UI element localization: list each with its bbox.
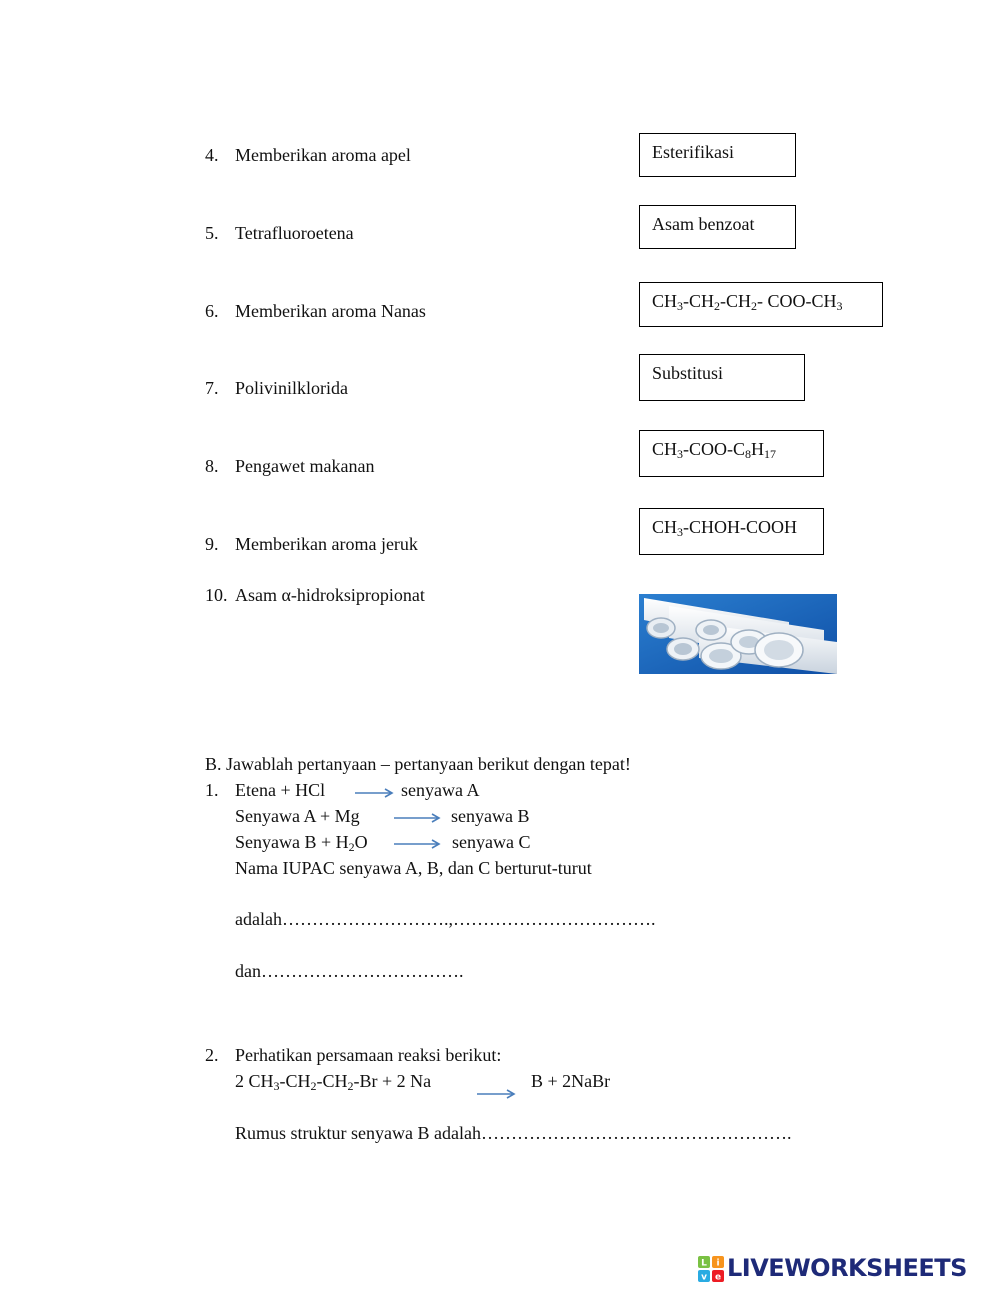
reaction-3-right: senyawa C [452,832,531,852]
liveworksheets-logo-text: LIVEWORKSHEETS [727,1254,967,1282]
answer-formula: $CH_3-CHOH$-COOH [652,517,798,539]
reaction-3-left: Senyawa $B + H_2O$ [235,832,368,854]
question-number: 9. [205,534,219,554]
answer-text: Asam benzoat [652,214,755,234]
question-number: 6. [205,301,219,321]
iupac-prompt: Nama IUPAC senyawa A, B, dan C berturut-turut [235,858,592,878]
logo-letter: v [701,1272,707,1283]
question-text: Memberikan aroma jeruk [235,534,418,554]
reaction-2-right: senyawa B [451,806,530,826]
answer-line-rumus[interactable]: Rumus struktur senyawa B adalah……………………………………………. [235,1123,792,1143]
question-text: Memberikan aroma apel [235,145,411,165]
logo-letter: L [701,1258,707,1269]
question-number: 1. [205,780,219,800]
section-b-heading: B. Jawablah pertanyaan – pertanyaan berikut dengan tepat! [205,754,631,774]
reaction-1-right: senyawa A [401,780,480,800]
answer-text: Esterifikasi [652,142,734,162]
arrow-right-icon [354,788,394,798]
question-text: Memberikan aroma Nanas [235,301,426,321]
question-number: 10. [205,585,228,605]
answer-box-formula-ester-butanoate[interactable] [639,282,883,327]
question-2-intro: Perhatikan persamaan reaksi berikut: [235,1045,502,1065]
question-text: Asam α-hidroksipropionat [235,585,425,605]
question-number: 4. [205,145,219,165]
arrow-right-icon [393,839,441,849]
question-number: 2. [205,1045,219,1065]
answer-formula: $CH_3-CH_2-CH_2-$ COO-$CH_3$ [652,291,843,313]
answer-text: Substitusi [652,363,724,383]
question-number: 5. [205,223,219,243]
liveworksheets-logo-icon [698,1256,726,1284]
reaction-2-left: Senyawa A + Mg [235,806,360,826]
question-text: Tetrafluoroetena [235,223,354,243]
question-text: Polivinilklorida [235,378,349,398]
answer-box-substitusi[interactable] [639,354,805,401]
reaction-1-left: Etena + HCl [235,780,326,800]
pvc-pipes-image[interactable] [639,594,837,674]
answer-box-esterifikasi[interactable] [639,133,796,177]
logo-letter: e [714,1272,722,1283]
answer-box-formula-octyl-acetate[interactable] [639,430,824,477]
arrow-right-icon [393,813,441,823]
answer-box-formula-lactic-acid[interactable] [639,508,824,555]
question-number: 7. [205,378,219,398]
reaction-equation: 2 $CH_3-CH_2-CH_2-Br + 2$ Na [235,1071,432,1093]
answer-formula: $CH_3-COO-C_8H_{17}$ [652,439,777,461]
question-text: Pengawet makanan [235,456,375,476]
answer-box-asam-benzoat[interactable] [639,205,796,249]
arrow-right-icon [476,1089,516,1099]
answer-line-adalah[interactable]: adalah……………………….,……………………………. [235,909,656,929]
logo-letter: i [716,1258,720,1269]
answer-line-dan[interactable]: dan……………………………. [235,961,464,981]
reaction-product: B + 2NaBr [531,1071,611,1091]
question-number: 8. [205,456,219,476]
